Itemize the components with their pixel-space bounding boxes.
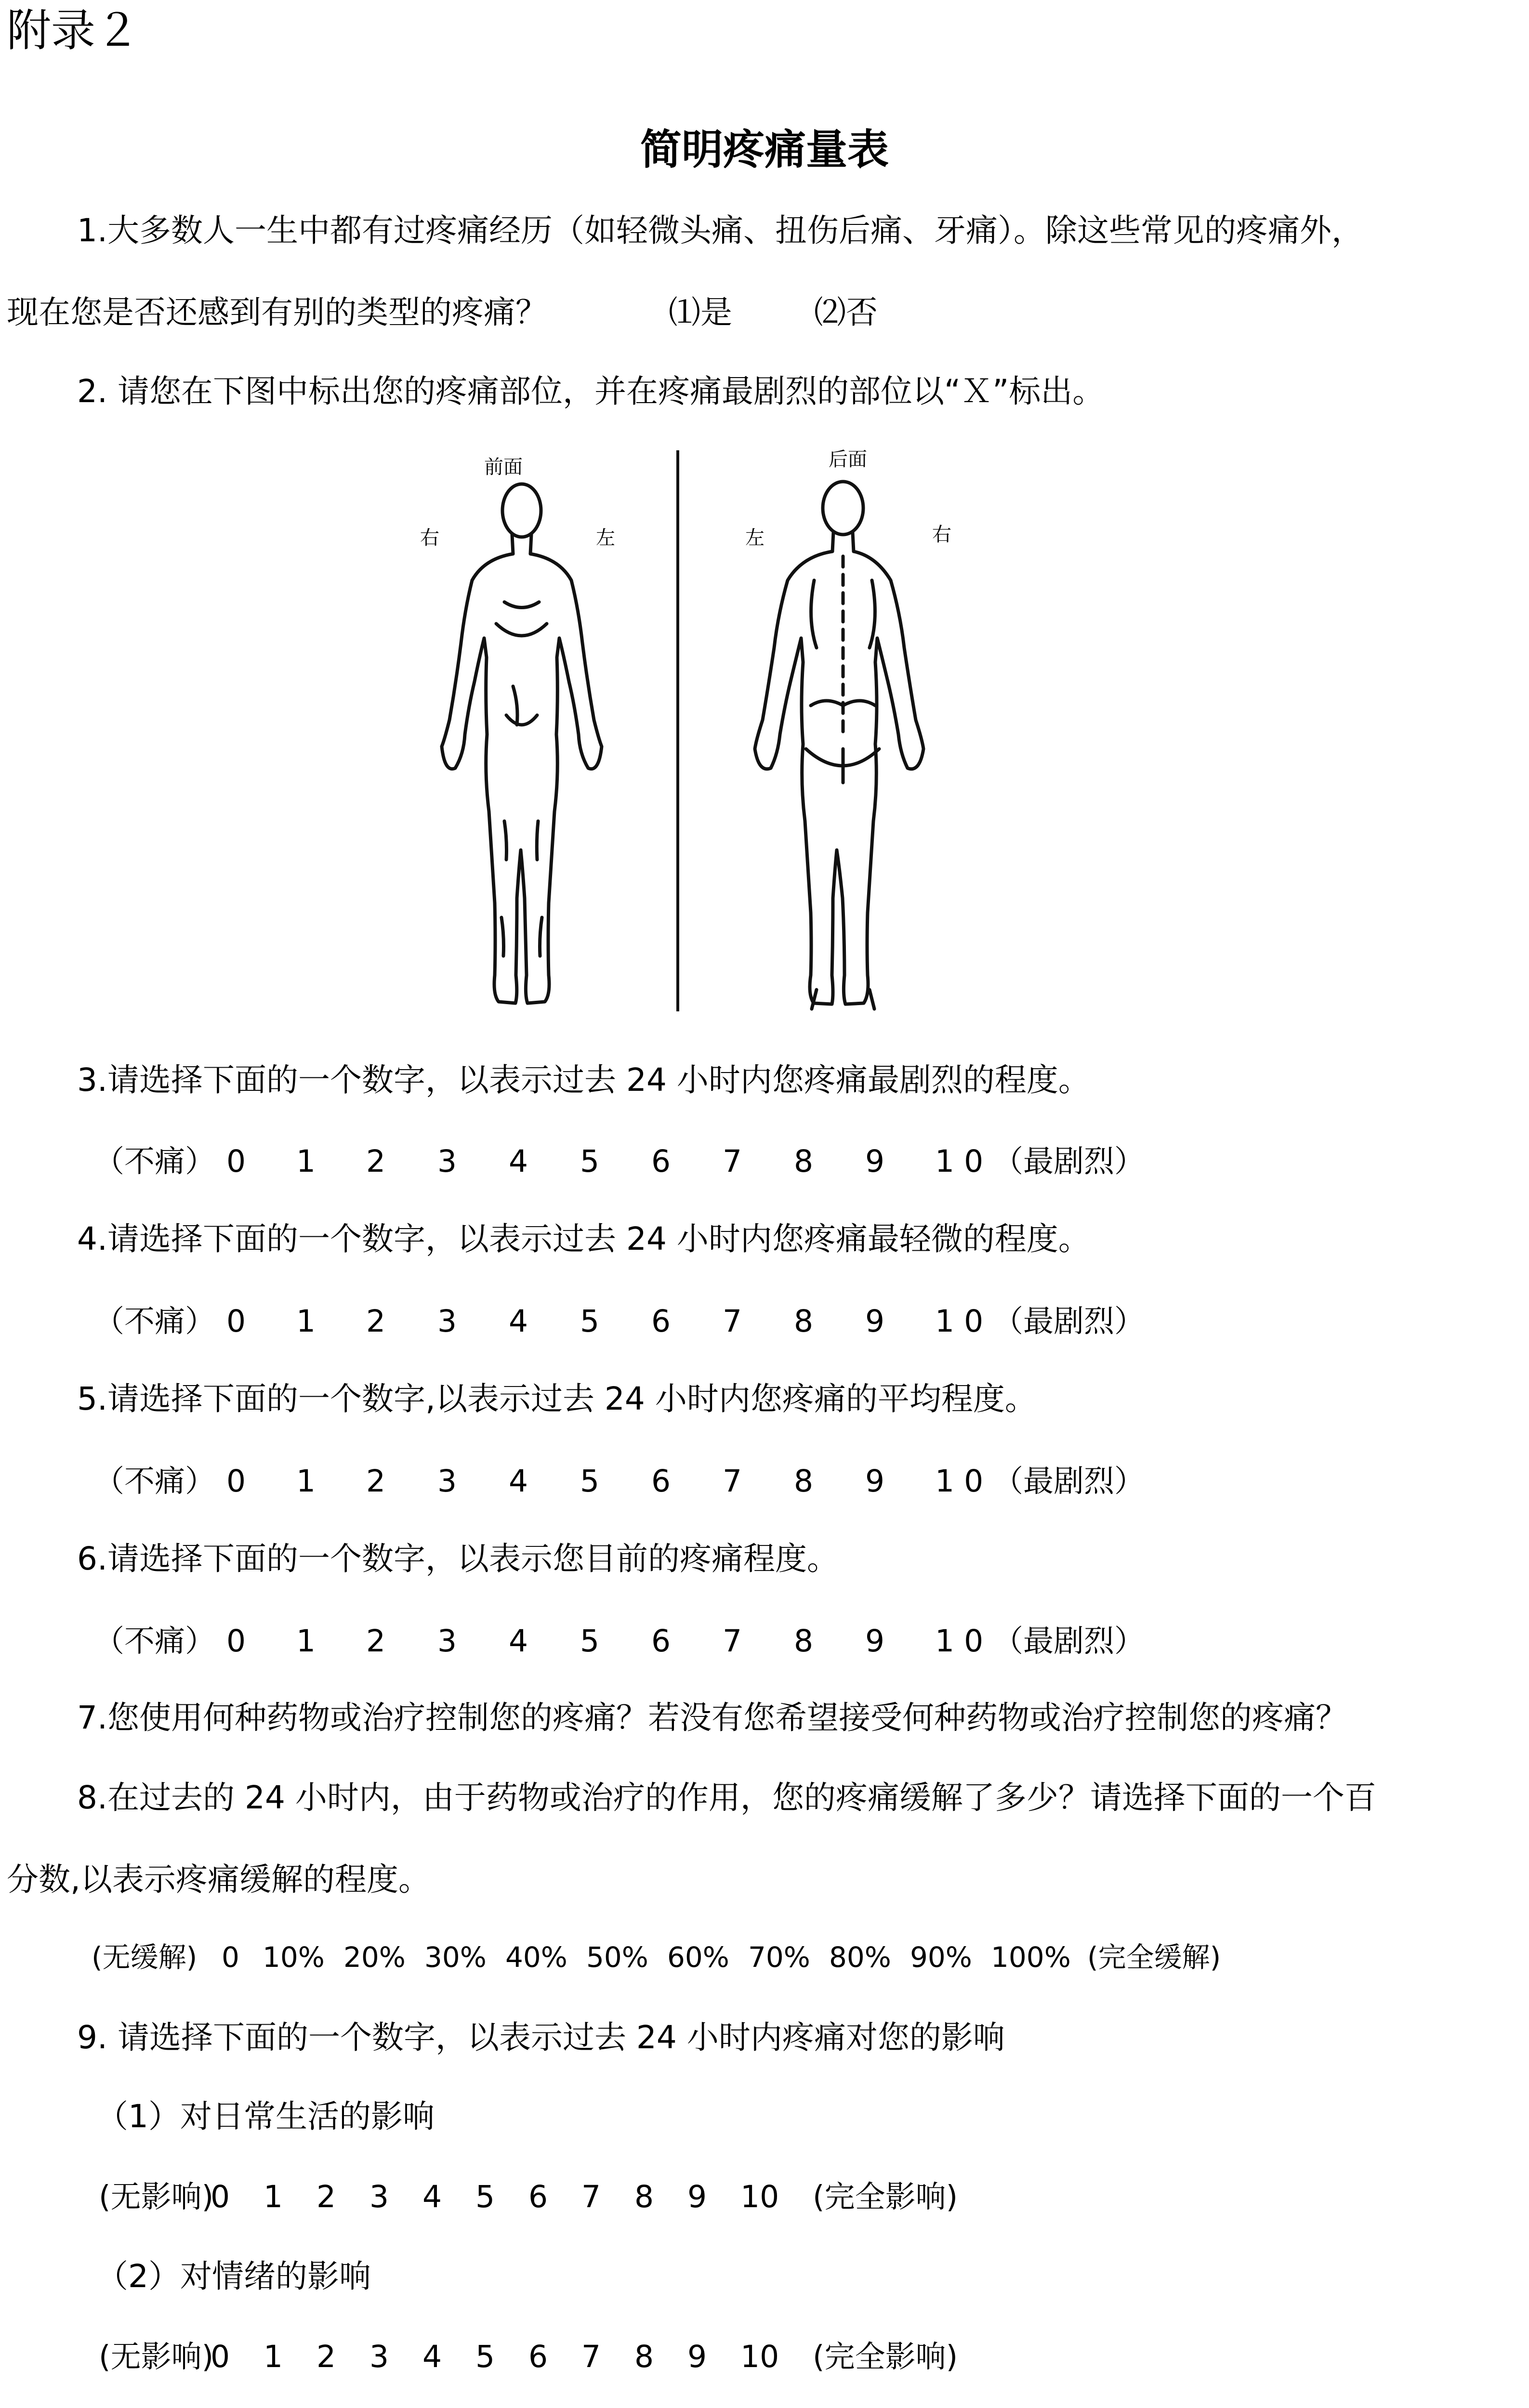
q9-item-1-option-5[interactable]: 5: [475, 2179, 495, 2214]
q8-option-60[interactable]: 60%: [667, 1941, 729, 1974]
q6-option-10[interactable]: 1 0: [935, 1623, 984, 1659]
body-pain-diagram[interactable]: [393, 436, 990, 1028]
q4-option-9[interactable]: 9: [865, 1304, 885, 1339]
q8-line2: 分数,以表示疼痛缓解的程度。: [7, 1861, 430, 1898]
q6-option-9[interactable]: 9: [865, 1623, 885, 1659]
q8-option-100[interactable]: 100%: [991, 1941, 1071, 1974]
q3-scale: [94, 1146, 1145, 1177]
back-left-label: 左: [745, 527, 764, 549]
q4-option-6[interactable]: 6: [651, 1304, 671, 1339]
q7-text: 7.您使用何种药物或治疗控制您的疼痛？若没有您希望接受何种药物或治疗控制您的疼痛？: [77, 1699, 1347, 1736]
q3-option-1[interactable]: 1: [296, 1144, 316, 1179]
q6-option-2[interactable]: 2: [366, 1623, 386, 1659]
q6-left-label: （不痛）: [94, 1623, 215, 1659]
q4-option-3[interactable]: 3: [437, 1304, 457, 1339]
q8-scale: [92, 1941, 1221, 1974]
q3-text: 3.请选择下面的一个数字，以表示过去 24 小时内您疼痛最剧烈的程度。: [77, 1061, 1090, 1099]
q6-option-4[interactable]: 4: [509, 1623, 528, 1659]
q9-item-1-option-4[interactable]: 4: [422, 2179, 442, 2214]
q4-option-5[interactable]: 5: [580, 1304, 600, 1339]
q5-option-0[interactable]: 0: [226, 1464, 246, 1499]
q9-item-2-option-8[interactable]: 8: [634, 2339, 654, 2374]
page-title: 简明疼痛量表: [640, 126, 889, 174]
q8-option-30[interactable]: 30%: [424, 1941, 487, 1974]
q8-right-label: (完全缓解): [1087, 1941, 1221, 1974]
q4-option-4[interactable]: 4: [509, 1304, 528, 1339]
q4-option-2[interactable]: 2: [366, 1304, 386, 1339]
q1-line1: 1.大多数人一生中都有过疼痛经历（如轻微头痛、扭伤后痛、牙痛）。除这些常见的疼痛外，: [77, 212, 1363, 249]
back-right-label: 右: [932, 523, 951, 546]
q6-option-3[interactable]: 3: [437, 1623, 457, 1659]
q1-option-yes[interactable]: ⑴是: [669, 294, 732, 331]
q8-left-label: (无缓解): [92, 1941, 198, 1974]
q9-item-1-scale: [99, 2179, 958, 2214]
q9-item-2-scale: [99, 2339, 958, 2374]
q3-option-2[interactable]: 2: [366, 1144, 386, 1179]
q9-item-2-option-1[interactable]: 1: [264, 2339, 283, 2374]
q8-option-90[interactable]: 90%: [910, 1941, 972, 1974]
q3-option-3[interactable]: 3: [437, 1144, 457, 1179]
q6-scale: [94, 1623, 1145, 1659]
q9-item-2-option-3[interactable]: 3: [369, 2339, 389, 2374]
q5-text: 5.请选择下面的一个数字,以表示过去 24 小时内您疼痛的平均程度。: [77, 1380, 1037, 1417]
q8-option-80[interactable]: 80%: [829, 1941, 891, 1974]
q5-right-label: （最剧烈）: [993, 1464, 1145, 1499]
q9-item-1-option-0[interactable]: 0: [211, 2179, 230, 2214]
q6-option-1[interactable]: 1: [296, 1623, 316, 1659]
q9-item-1-option-3[interactable]: 3: [369, 2179, 389, 2214]
q5-option-4[interactable]: 4: [509, 1464, 528, 1499]
q3-option-5[interactable]: 5: [580, 1144, 600, 1179]
q9-item-1-option-10[interactable]: 10: [740, 2179, 779, 2214]
q5-option-2[interactable]: 2: [366, 1464, 386, 1499]
q6-option-5[interactable]: 5: [580, 1623, 600, 1659]
q8-option-50[interactable]: 50%: [586, 1941, 648, 1974]
body-outline-figure: [393, 436, 990, 1028]
front-body-outline: [442, 484, 602, 1003]
q5-option-9[interactable]: 9: [865, 1464, 885, 1499]
q8-option-10[interactable]: 10%: [263, 1941, 325, 1974]
q9-item-1-option-1[interactable]: 1: [264, 2179, 283, 2214]
q8-option-0[interactable]: 0: [222, 1941, 239, 1974]
q9-item-2-left-label: (无影响): [99, 2339, 214, 2374]
q9-item-2-option-10[interactable]: 10: [740, 2339, 779, 2374]
q9-item-1-option-2[interactable]: 2: [316, 2179, 336, 2214]
q6-right-label: （最剧烈）: [993, 1623, 1145, 1659]
q3-option-6[interactable]: 6: [651, 1144, 671, 1179]
q4-option-0[interactable]: 0: [226, 1304, 246, 1339]
q3-option-0[interactable]: 0: [226, 1144, 246, 1179]
front-right-label: 右: [420, 527, 439, 549]
q8-option-70[interactable]: 70%: [748, 1941, 810, 1974]
appendix-label: 附录２: [7, 5, 140, 56]
q4-text: 4.请选择下面的一个数字，以表示过去 24 小时内您疼痛最轻微的程度。: [77, 1220, 1090, 1257]
q9-item-1-left-label: (无影响): [99, 2179, 214, 2214]
q9-item-2-option-7[interactable]: 7: [581, 2339, 601, 2374]
q5-option-10[interactable]: 1 0: [935, 1464, 984, 1499]
q5-left-label: （不痛）: [94, 1464, 215, 1499]
q8-option-20[interactable]: 20%: [343, 1941, 406, 1974]
q6-option-0[interactable]: 0: [226, 1623, 246, 1659]
q5-option-1[interactable]: 1: [296, 1464, 316, 1499]
q2-text: 2. 请您在下图中标出您的疼痛部位，并在疼痛最剧烈的部位以“Ｘ”标出。: [77, 373, 1105, 410]
q5-scale: [94, 1464, 1145, 1499]
q9-item-1-right-label: (完全影响): [813, 2179, 958, 2214]
q9-item-2-option-2[interactable]: 2: [316, 2339, 336, 2374]
q9-text: 9. 请选择下面的一个数字，以表示过去 24 小时内疼痛对您的影响: [77, 2019, 1005, 2056]
q4-option-7[interactable]: 7: [723, 1304, 742, 1339]
q9-item-1-option-9[interactable]: 9: [687, 2179, 707, 2214]
q9-item-2-option-0[interactable]: 0: [211, 2339, 230, 2374]
q9-item-1-option-6[interactable]: 6: [528, 2179, 548, 2214]
q5-option-6[interactable]: 6: [651, 1464, 671, 1499]
q6-text: 6.请选择下面的一个数字，以表示您目前的疼痛程度。: [77, 1540, 839, 1577]
back-label: 后面: [829, 448, 867, 471]
q5-option-7[interactable]: 7: [723, 1464, 742, 1499]
q5-option-3[interactable]: 3: [437, 1464, 457, 1499]
q9-item-1-option-7[interactable]: 7: [581, 2179, 601, 2214]
q4-right-label: （最剧烈）: [993, 1304, 1145, 1339]
front-label: 前面: [484, 456, 523, 478]
q9-item-2-option-4[interactable]: 4: [422, 2339, 442, 2374]
q9-item-2-option-6[interactable]: 6: [528, 2339, 548, 2374]
q3-right-label: （最剧烈）: [993, 1144, 1145, 1179]
q4-option-10[interactable]: 1 0: [935, 1304, 984, 1339]
q4-option-8[interactable]: 8: [794, 1304, 814, 1339]
q6-option-8[interactable]: 8: [794, 1623, 814, 1659]
q9-item-2-right-label: (完全影响): [813, 2339, 958, 2374]
q1-option-no[interactable]: ⑵否: [814, 294, 878, 331]
q9-item-1-option-8[interactable]: 8: [634, 2179, 654, 2214]
q4-scale: [94, 1304, 1145, 1339]
q3-option-10[interactable]: 1 0: [935, 1144, 984, 1179]
q3-left-label: （不痛）: [94, 1144, 215, 1179]
q4-option-1[interactable]: 1: [296, 1304, 316, 1339]
q8-option-40[interactable]: 40%: [505, 1941, 567, 1974]
q9-item-2-option-5[interactable]: 5: [475, 2339, 495, 2374]
front-left-label: 左: [596, 527, 615, 549]
q8-line1: 8.在过去的 24 小时内，由于药物或治疗的作用，您的疼痛缓解了多少？请选择下面的一个百: [77, 1779, 1376, 1816]
back-body-outline: [755, 482, 923, 1009]
q3-option-7[interactable]: 7: [723, 1144, 742, 1179]
q9-item-2-option-9[interactable]: 9: [687, 2339, 707, 2374]
q3-option-4[interactable]: 4: [509, 1144, 528, 1179]
q3-option-9[interactable]: 9: [865, 1144, 885, 1179]
q5-option-8[interactable]: 8: [794, 1464, 814, 1499]
q9-item-1-heading: （1）对日常生活的影响: [96, 2098, 435, 2135]
q6-option-7[interactable]: 7: [723, 1623, 742, 1659]
q3-option-8[interactable]: 8: [794, 1144, 814, 1179]
q5-option-5[interactable]: 5: [580, 1464, 600, 1499]
q6-option-6[interactable]: 6: [651, 1623, 671, 1659]
q4-left-label: （不痛）: [94, 1304, 215, 1339]
q1-line2: 现在您是否还感到有别的类型的疼痛？: [7, 294, 547, 331]
q9-item-2-heading: （2）对情绪的影响: [96, 2258, 371, 2295]
